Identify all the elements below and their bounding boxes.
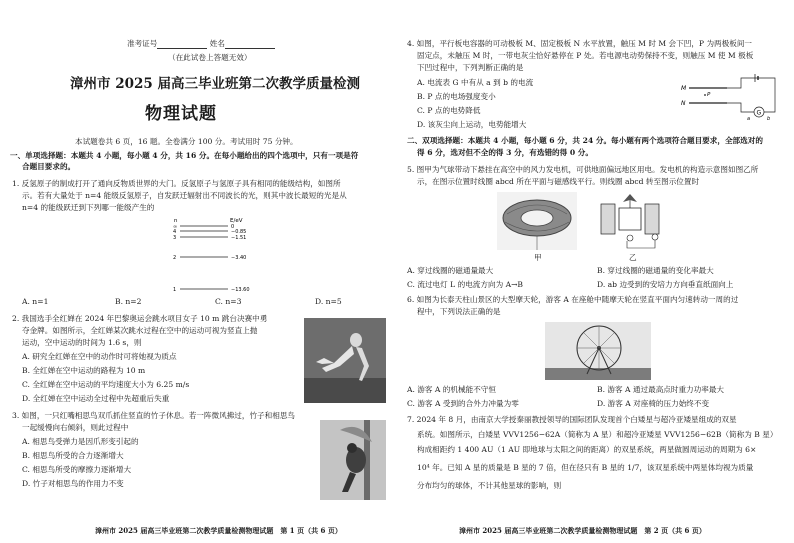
q7-line-4: 10⁴ 年。已知 A 星的质量是 B 星的 7 倍，但在径只有 B 星的 1/7，该双星系统中两星体均视为质量 xyxy=(417,463,754,472)
svg-text:4: 4 xyxy=(173,229,177,235)
header-fields xyxy=(127,38,275,49)
name-label: 姓名 xyxy=(209,39,225,48)
section2-heading: 二、双项选择题：本题共 4 小题，每小题 6 分，共 24 分。每小题有两个选项符合题目要求，全部选对的 xyxy=(407,136,763,145)
q3-option-c[interactable]: C. 相思鸟所受的摩擦力逐渐增大 xyxy=(22,465,132,474)
exam-intro: 本试题卷共 6 页，16 题。全卷满分 100 分。考试用时 75 分钟。 xyxy=(75,137,298,146)
q6-option-d[interactable]: D. 游客 A 对座椅的压力始终不变 xyxy=(597,399,710,408)
coil-abcd-icon xyxy=(619,208,641,230)
q1-option-d[interactable]: D. n=5 xyxy=(315,297,342,306)
page-2 xyxy=(397,0,794,543)
q5-line-2: 示，在图示位置时线圈 abcd 所在平面与磁感线平行。则线圈 abcd 转至图示位置时 xyxy=(417,177,700,186)
section2-heading-cont: 得 6 分，选对但不全的得 3 分，有选错的得 0 分。 xyxy=(417,148,593,157)
q3-option-b[interactable]: B. 相思鸟所受的合力逐渐增大 xyxy=(22,451,124,460)
energy-unit-label: E/eV xyxy=(230,218,243,224)
terminal-b-label: b xyxy=(767,116,771,122)
svg-text:−13.60: −13.60 xyxy=(231,287,250,293)
name-blank[interactable] xyxy=(225,41,275,49)
q5-option-c[interactable]: C. 流过电灯 L 的电流方向为 A→B xyxy=(407,280,524,289)
lamp-l-icon xyxy=(652,234,658,240)
level-inf xyxy=(173,224,234,230)
q4-option-a[interactable]: A. 电流表 G 中有从 a 到 b 的电流 xyxy=(417,78,534,87)
q4-line-2: 固定点，未触压 M 时，一带电灰尘恰好悬停在 P 处。若电源电动势保持不变，则触压 M 使 M 极板 xyxy=(417,51,754,60)
bird-on-bamboo-icon xyxy=(320,420,386,500)
no-answer-note: （在此试卷上答题无效） xyxy=(168,53,252,62)
svg-text:−1.51: −1.51 xyxy=(231,235,247,241)
n-axis-label: n xyxy=(174,218,178,224)
subject-title: 物理试题 xyxy=(145,104,217,124)
plate-m-label: M xyxy=(681,85,687,92)
q3-option-d[interactable]: D. 竹子对相思鸟的作用力不变 xyxy=(22,479,124,488)
q6-option-c[interactable]: C. 游客 A 受到的合外力冲量为零 xyxy=(407,399,519,408)
q7-line-1: 7. 2024 年 8 月，由南京大学授秦丽教授领导的国际团队发现首个白矮星与超冷亚矮星组成的双星 xyxy=(407,415,737,424)
svg-text:3: 3 xyxy=(173,235,177,241)
section1-heading: 一、单项选择题：本题共 4 小题，每小题 4 分，共 16 分。在每小题给出的四个选项中，只有一项是符 xyxy=(10,151,359,160)
q4-option-d[interactable]: D. 该灰尘向上运动，电势能增大 xyxy=(417,120,527,129)
exam-title: 漳州市 2025 届高三毕业班第二次教学质量检测 xyxy=(70,76,360,92)
circuit-wires xyxy=(727,78,775,112)
point-p xyxy=(704,94,706,96)
level-2 xyxy=(173,255,246,261)
q5-option-b[interactable]: B. 穿过线圈的磁通量的变化率最大 xyxy=(597,266,714,275)
q1-option-c[interactable]: C. n=3 xyxy=(215,297,242,306)
footer-page-1: 漳州市 2025 届高三毕业班第二次教学质量检测物理试题 第 1 页（共 6 页） xyxy=(95,526,342,535)
q7-line-5: 分布均匀的球体，不计其他星球的影响，则 xyxy=(417,481,562,490)
q1-line-1: 1. 反氢原子的制成打开了通向反物质世界的大门。反氢原子与氢原子具有相同的能级结构，如图所 xyxy=(12,179,341,188)
q2-option-d[interactable]: D. 全红婵在空中运动全过程中先超重后失重 xyxy=(22,394,170,403)
admission-label: 准考证号 xyxy=(127,39,158,48)
q7-line-3: 构成相距约 1 400 AU（1 AU 即地球与太阳之间的距离）的双星系统，两星做圆周运动的周期为 6× xyxy=(417,445,757,454)
q4-option-b[interactable]: B. P 点的电场强度变小 xyxy=(417,92,496,101)
q5-option-a[interactable]: A. 穿过线圈的磁通量最大 xyxy=(407,266,494,275)
q1-line-3: n=4 的能级跃迁到下列哪一能级产生的 xyxy=(22,203,155,212)
q6-option-b[interactable]: B. 游客 A 通过最高点时重力功率最大 xyxy=(597,385,725,394)
capacitor-circuit-diagram xyxy=(679,72,779,124)
generator-structure-diagram xyxy=(597,190,667,252)
q2-option-b[interactable]: B. 全红婵在空中运动的路程为 10 m xyxy=(22,366,146,375)
diver-photo xyxy=(304,318,386,403)
magnet-n-icon xyxy=(601,204,615,234)
plate-n-label: N xyxy=(681,100,686,107)
q1-line-2: 示。若有大量处于 n=4 能级反氢原子，自发跃迁辐射出不同波长的光，则其中波长最短的光是从 xyxy=(22,191,347,200)
terminal-a-label: a xyxy=(747,116,751,122)
q1-option-b[interactable]: B. n=2 xyxy=(115,297,142,306)
q6-line-1: 6. 如图为长泰天柱山景区的大型摩天轮，游客 A 在座舱中随摩天轮在竖直平面内匀速转动一周的过 xyxy=(407,295,739,304)
q3-option-a[interactable]: A. 相思鸟受弹力是因爪形变引起的 xyxy=(22,437,139,446)
q2-line-2: 夺金牌。如图所示，全红婵某次跳水过程在空中的运动可视为竖直上抛 xyxy=(22,326,258,335)
svg-text:−3.40: −3.40 xyxy=(231,255,247,261)
svg-text:0: 0 xyxy=(231,224,235,230)
svg-text:1: 1 xyxy=(173,287,177,293)
energy-level-diagram xyxy=(170,214,260,294)
level-3 xyxy=(173,235,246,241)
magnet-s-icon xyxy=(645,204,659,234)
balloon-generator-photo xyxy=(497,192,577,250)
q6-option-a[interactable]: A. 游客 A 的机械能不守恒 xyxy=(407,385,496,394)
q2-line-1: 2. 我国选手全红婵在 2024 年巴黎奥运会跳水项目女子 10 m 跳台决赛中勇 xyxy=(12,314,268,323)
section1-heading-cont: 合题目要求的。 xyxy=(22,162,76,171)
ferris-wheel-icon xyxy=(545,322,651,380)
q5-option-d[interactable]: D. ab 边受到的安培力方向垂直纸面向上 xyxy=(597,280,734,289)
diver-figure-icon xyxy=(304,318,386,403)
admission-number-blank[interactable] xyxy=(157,41,207,49)
svg-text:∞: ∞ xyxy=(173,224,178,230)
torus-balloon-icon xyxy=(497,192,577,250)
q3-line-2: 一起缓慢向右倾斜，则此过程中 xyxy=(22,423,129,432)
svg-text:−0.85: −0.85 xyxy=(231,229,247,235)
q6-line-2: 程中，下列说法正确的是 xyxy=(417,307,501,316)
point-p-label: P xyxy=(707,92,711,98)
q3-line-1: 3. 如图，一只红嘴相思鸟双爪抓住竖直的竹子休息。若一阵微风拂过，竹子和相思鸟 xyxy=(12,411,296,420)
q2-option-c[interactable]: C. 全红婵在空中运动的平均速度大小为 6.25 m/s xyxy=(22,380,190,389)
level-1 xyxy=(173,287,250,293)
caption-figure-a: 甲 xyxy=(534,253,542,262)
galvanometer-label: G xyxy=(756,109,762,117)
q2-option-a[interactable]: A. 研究全红婵在空中的动作时可将她视为质点 xyxy=(22,352,177,361)
q4-line-3: 下凹过程中，下列判断正确的是 xyxy=(417,63,524,72)
slip-ring-icon xyxy=(627,235,633,241)
q4-option-c[interactable]: C. P 点的电势降低 xyxy=(417,106,481,115)
ferris-wheel-photo xyxy=(545,322,651,380)
q5-line-1: 5. 图甲为气球带动下悬挂在高空中的风力发电机，可供地面偏远地区用电。发电机的构造示意图如图乙所 xyxy=(407,165,759,174)
bird-photo xyxy=(320,420,386,500)
footer-page-2: 漳州市 2025 届高三毕业班第二次教学质量检测物理试题 第 2 页（共 6 页） xyxy=(459,526,706,535)
q4-line-1: 4. 如图，平行板电容器的可动极板 M、固定极板 N 水平放置，触压 M 时 M 会下凹，P 为两极板间一 xyxy=(407,39,753,48)
q1-option-a[interactable]: A. n=1 xyxy=(22,297,49,306)
q2-line-3: 运动，空中运动的时间为 1.6 s，则 xyxy=(22,338,142,347)
svg-text:2: 2 xyxy=(173,255,177,261)
caption-figure-b: 乙 xyxy=(629,253,637,262)
q7-line-2: 系统。如图所示，白矮星 VVV1256−62A（简称为 A 星）和超冷亚矮星 VVV1256−62B（简称为 B 星） xyxy=(417,430,778,439)
